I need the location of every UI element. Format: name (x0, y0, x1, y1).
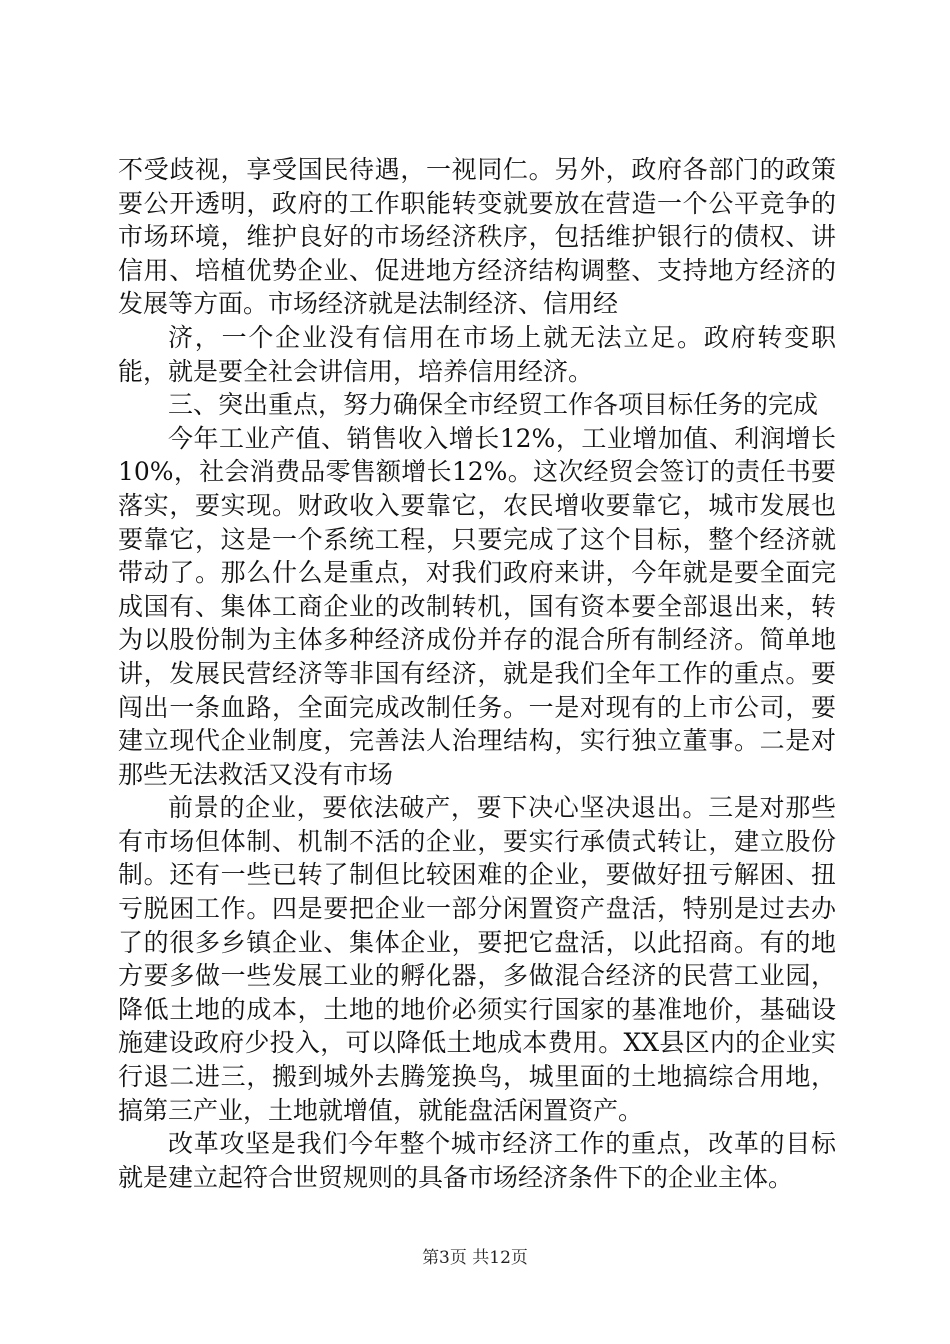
paragraph-2: 济，一个企业没有信用在市场上就无法立足。政府转变职能，就是要全社会讲信用，培养信用经济。 (118, 322, 836, 386)
section-heading: 三、突出重点，努力确保全市经贸工作各项目标任务的完成 (168, 390, 819, 420)
body-text (118, 153, 836, 1194)
page-number-footer: 第3页 共12页 (422, 1248, 528, 1268)
paragraph-5: 改革攻坚是我们今年整个城市经济工作的重点，改革的目标就是建立起符合世贸规则的具备市场经济条件下的企业主体。 (118, 1129, 836, 1192)
paragraph-3: 今年工业产值、销售收入增长12%，工业增加值、利润增长10%，社会消费品零售额增长12%。这次经贸会签订的责任书要落实，要实现。财政收入要靠它，农民增收要靠它，城市发展也要靠它，这是一个系统工程，只要完成了这个目标，整个经济就带动了。那么什么是重点，对我们政府来讲，今年就是要全面完成国有、集体工商企业的改制转机，国有资本要全部退出来，转为以股份制为主体多种经济成份并存的混合所有制经济。简单地讲，发展民营经济等非国有经济，就是我们全年工作的重点。要闯出一条血路，全面完成改制任务。一是对现有的上市公司，要建立现代企业制度，完善法人治理结构，实行独立董事。二是对那些无法救活又没有市场 (118, 423, 836, 789)
paragraph-1: 不受歧视，享受国民待遇，一视同仁。另外，政府各部门的政策要公开透明，政府的工作职能转变就要放在营造一个公平竞争的市场环境，维护良好的市场经济秩序，包括维护银行的债权、讲信用、培植优势企业、促进地方经济结构调整、支持地方经济的发展等方面。市场经济就是法制经济、信用经 (118, 155, 836, 319)
paragraph-4: 前景的企业，要依法破产，要下决心坚决退出。三是对那些有市场但体制、机制不活的企业，要实行承债式转让，建立股份制。还有一些已转了制但比较困难的企业，要做好扭亏解困、扭亏脱困工作。四是要把企业一部分闲置资产盘活，特别是过去办了的很多乡镇企业、集体企业，要把它盘活，以此招商。有的地方要多做一些发展工业的孵化器，多做混合经济的民营工业园，降低土地的成本，土地的地价必须实行国家的基准地价，基础设施建设政府少投入，可以降低土地成本费用。XX县区内的企业实行退二进三，搬到城外去腾笼换鸟，城里面的土地搞综合用地，搞第三产业，土地就增值，就能盘活闲置资产。 (118, 793, 836, 1125)
